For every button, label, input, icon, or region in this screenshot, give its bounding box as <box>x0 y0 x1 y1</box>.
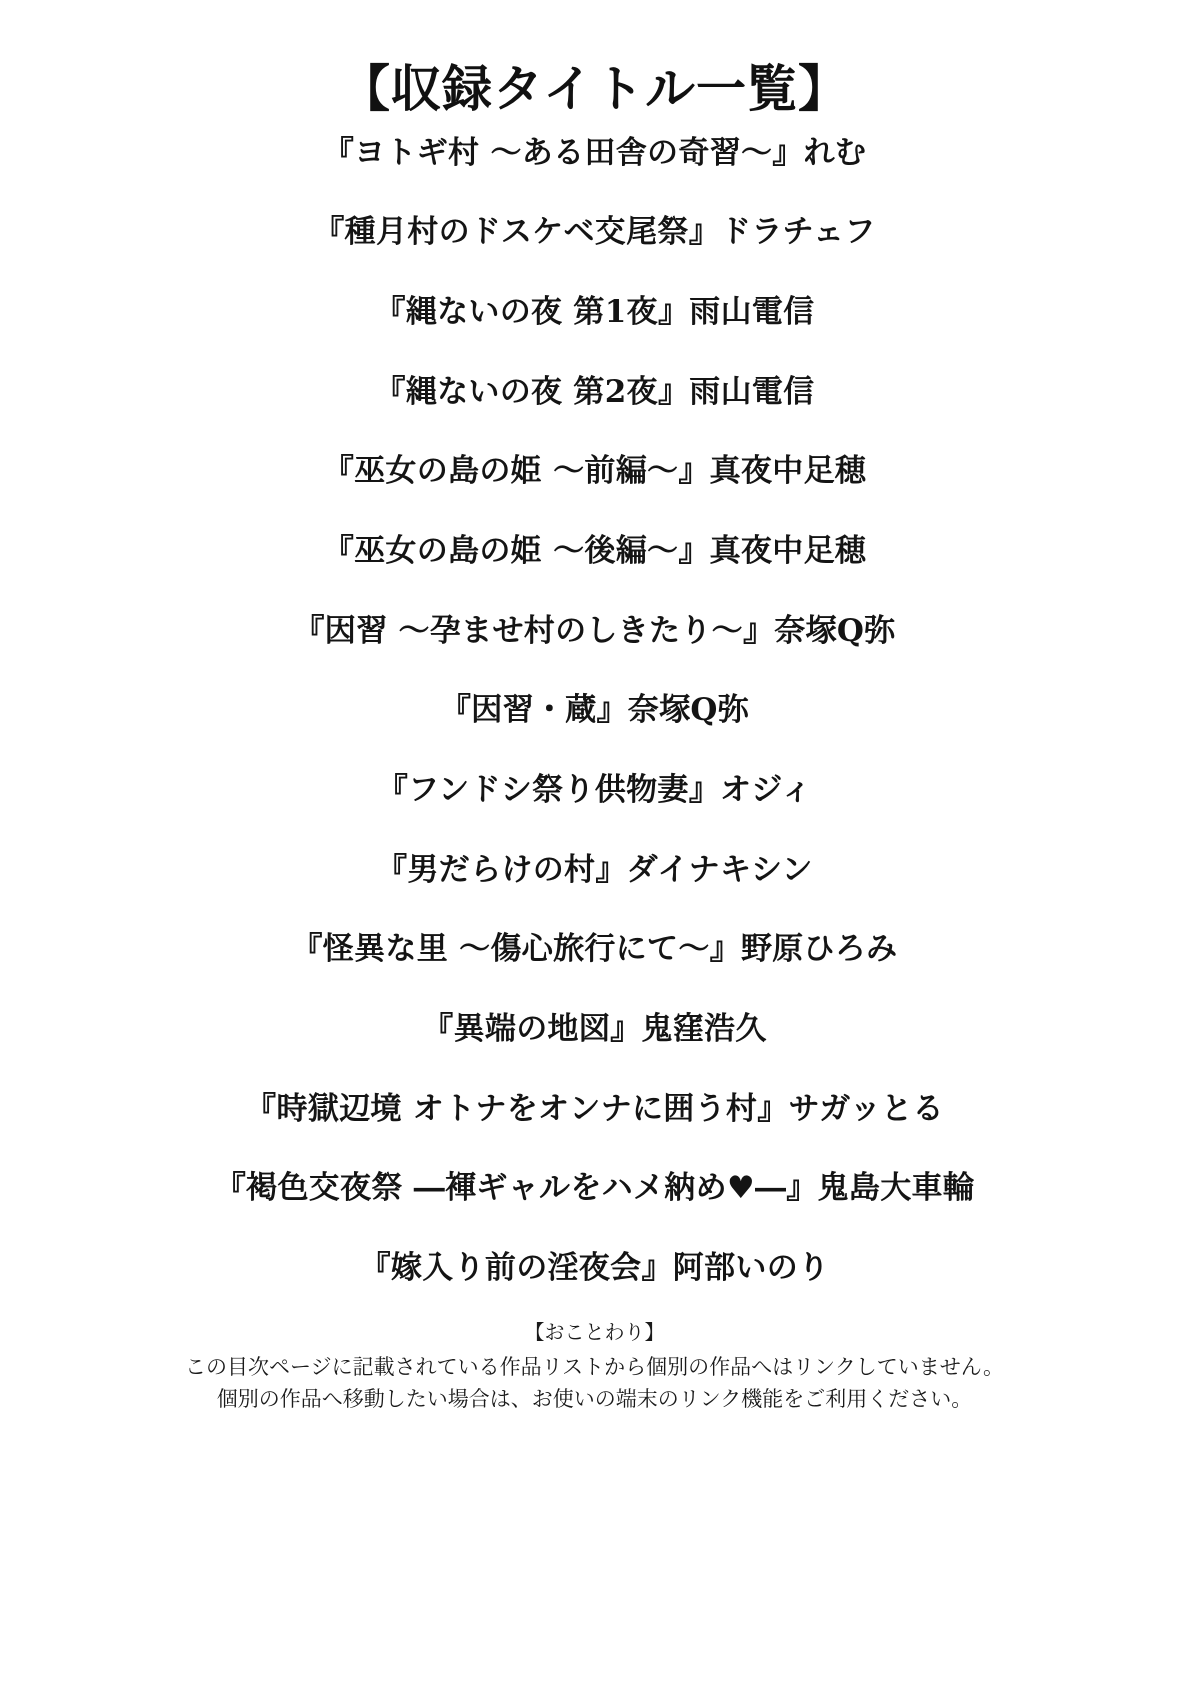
list-item: 『縄ないの夜 第2夜』雨山電信 <box>374 373 815 410</box>
list-item: 『因習・蔵』奈塚Q弥 <box>439 692 750 729</box>
list-item: 『時獄辺境 オトナをオンナに囲う村』サガッとる <box>245 1090 944 1127</box>
list-item: 『巫女の島の姫 〜前編〜』真夜中足穂 <box>322 453 867 490</box>
list-item: 『フンドシ祭り供物妻』オジィ <box>376 771 813 808</box>
list-item: 『嫁入り前の淫夜会』阿部いのり <box>359 1249 830 1286</box>
notice-heading: 【おことわり】 <box>524 1319 665 1344</box>
list-item: 『ヨトギ村 〜ある田舎の奇習〜』れむ <box>322 134 867 171</box>
list-item: 『男だらけの村』ダイナキシン <box>376 851 813 888</box>
list-item: 『褐色交夜祭 ―褌ギャルをハメ納め♥―』鬼島大車輪 <box>214 1170 975 1207</box>
list-item: 『縄ないの夜 第1夜』雨山電信 <box>374 293 815 330</box>
page-title: 【収録タイトル一覧】 <box>340 59 849 118</box>
title-list <box>40 134 1149 1315</box>
list-item: 『巫女の島の姫 〜後編〜』真夜中足穂 <box>322 532 867 569</box>
list-item: 『因習 〜孕ませ村のしきたり〜』奈塚Q弥 <box>293 612 896 649</box>
notice-block <box>40 1317 1149 1416</box>
notice-line-2: 個別の作品へ移動したい場合は、お使いの端末のリンク機能をご利用ください。 <box>216 1387 973 1412</box>
notice-line-1: この目次ページに記載されている作品リストから個別の作品へはリンクしていません。 <box>185 1354 1004 1379</box>
list-item: 『怪異な里 〜傷心旅行にて〜』野原ひろみ <box>291 931 898 968</box>
list-item: 『種月村のドスケベ交尾祭』ドラチェフ <box>313 214 876 251</box>
list-item: 『異端の地図』鬼窪浩久 <box>422 1010 767 1047</box>
